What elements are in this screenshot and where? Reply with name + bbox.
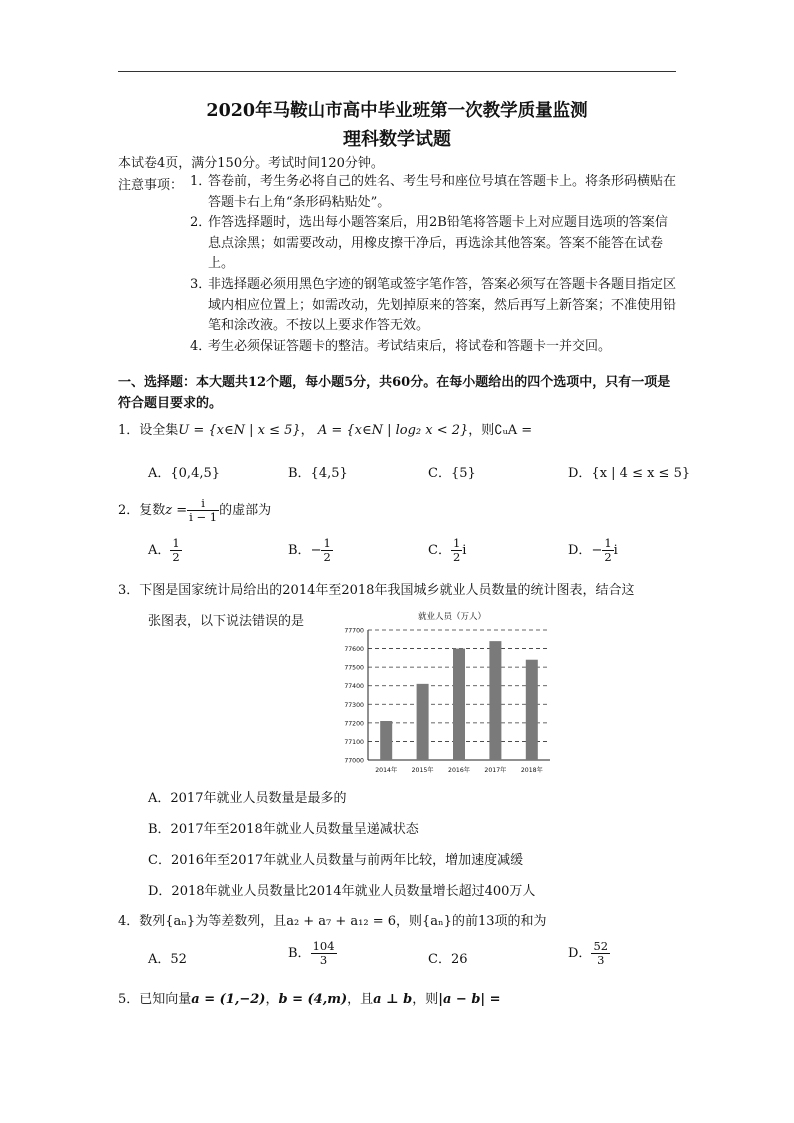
q1-option-c[interactable]: C．{5} [428,466,476,481]
bar [489,641,501,760]
y-tick-label: 77000 [344,757,364,765]
bar [417,684,429,760]
notice-label: 注意事项： [118,178,184,193]
question-4: 4．数列{aₙ}为等差数列，且a₂ + a₇ + a₁₂ = 6，则{aₙ}的前13项的和为 [118,914,547,929]
exam-intro: 本试卷4页，满分150分。考试时间120分钟。 [118,156,384,171]
q3-option-d[interactable]: D．2018年就业人员数量比2014年就业人员数量增长超过400万人 [148,884,536,899]
notice-item: 2． 作答选择题时，选出每小题答案后，用2B铅笔将答题卡上对应题目选项的答案信息点涂黑；如需要改动，用橡皮擦干净后，再选涂其他答案。答案不能答在试卷上。 [190,215,668,271]
notice-item: 1． 答卷前，考生务必将自己的姓名、考生号和座位号填在答题卡上。将条形码横贴在答题卡右上角“条形码粘贴处”。 [190,174,677,210]
question-3-line2: 张图表，以下说法错误的是 [148,614,305,629]
question-3-line1: 3．下图是国家统计局给出的2014年至2018年我国城乡就业人员数量的统计图表，结合这 [118,583,635,598]
q1-option-b[interactable]: B．{4,5} [288,466,348,481]
x-tick-label: 2017年 [484,767,507,774]
q3-option-a[interactable]: A．2017年就业人员数量是最多的 [148,791,347,806]
y-tick-label: 77200 [344,720,364,728]
y-tick-label: 77700 [344,627,364,635]
x-tick-label: 2015年 [411,767,434,774]
exam-title: 2020年马鞍山市高中毕业班第一次教学质量监测 [206,101,588,121]
y-tick-label: 77300 [344,701,364,709]
bar [453,649,465,760]
section-heading: 一、选择题：本大题共12个题，每小题5分，共60分。在每小题给出的四个选项中，只有一项是符合题目要求的。 [118,375,671,411]
q4-option-c[interactable]: C．26 [428,952,468,967]
employment-bar-chart [330,606,560,778]
bar [526,660,538,760]
x-tick-label: 2018年 [520,767,543,774]
chart-title: 就业人员（万人） [417,612,487,622]
q2-option-b[interactable]: B．− $\frac{1}{2}$ [288,536,331,564]
y-tick-label: 77500 [344,664,364,672]
x-tick-label: 2016年 [448,767,470,774]
q4-option-d[interactable]: D． $\frac{52}{3}$ [568,939,609,967]
y-tick-label: 77400 [344,683,364,691]
question-2: 2．复数z = $\frac{i}{i - 1}$ 的虚部为 [118,496,272,524]
q2-option-c[interactable]: C． $\frac{1}{2}$ i [428,536,467,564]
notice-item: 4． 考生必须保证答题卡的整洁。考试结束后，将试卷和答题卡一并交回。 [190,339,612,354]
q1-option-a[interactable]: A．{0,4,5} [148,466,221,481]
y-tick-label: 77100 [344,738,364,746]
q4-option-a[interactable]: A．52 [148,952,187,967]
question-1: 1．设全集U = {x∈N | x ≤ 5}， A = {x∈N | log₂ x < 2}，则∁ᵤA = [118,423,533,438]
question-5: 5．已知向量a = (1,−2)，b = (4,m)，且a ⊥ b，则|a − b| = [118,992,501,1007]
y-tick-label: 77600 [344,646,364,654]
notice-item: 3． 非选择题必须用黑色字迹的钢笔或签字笔作答，答案必须写在答题卡各题目指定区域内相应位置上；如需改动，先划掉原来的答案，然后再写上新答案；不准使用铅笔和涂改液。不按以上要求作答无效。 [190,277,677,333]
q2-option-a[interactable]: A． $\frac{1}{2}$ [148,536,180,564]
x-tick-label: 2014年 [375,767,398,774]
exam-subtitle: 理科数学试题 [343,129,451,150]
q3-option-c[interactable]: C．2016年至2017年就业人员数量与前两年比较，增加速度减缓 [148,853,524,868]
q1-option-d[interactable]: D．{x | 4 ≤ x ≤ 5} [568,466,691,481]
top-rule [118,71,676,72]
q2-option-d[interactable]: D．− $\frac{1}{2}$ i [568,536,618,564]
q3-option-b[interactable]: B．2017年至2018年就业人员数量呈递减状态 [148,822,419,837]
bar [380,721,392,760]
q4-option-b[interactable]: B． $\frac{104}{3}$ [288,939,335,967]
